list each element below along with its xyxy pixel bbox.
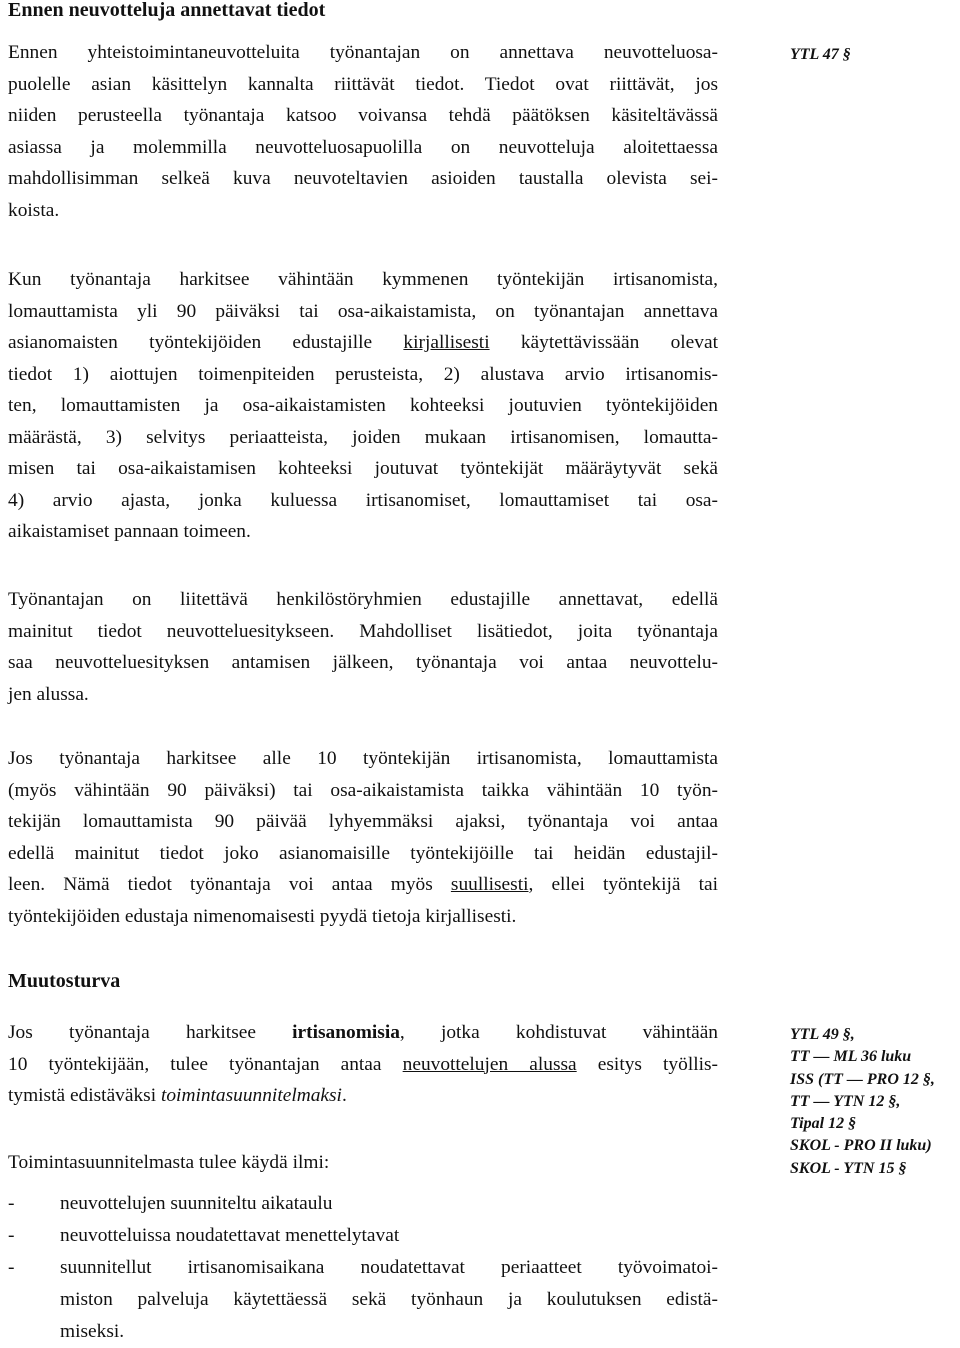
legal-reference: TT — ML 36 luku (790, 1048, 912, 1066)
list-bullet: - (8, 1193, 15, 1214)
underlined-term: kirjallisesti (403, 332, 490, 353)
text-line: mahdollisimman selkeä kuva neuvoteltavien asioiden taustalla olevista sei- (8, 168, 718, 189)
list-item-text: miseksi. (60, 1321, 125, 1342)
text-segment: käytettävissään olevat (520, 332, 718, 353)
underlined-term: suullisesti (450, 874, 529, 895)
text-line (8, 1049, 718, 1081)
text-segment: , ellei työntekijä tai (528, 874, 718, 895)
text-line: tekijän lomauttamista 90 päivää lyhyemmäksi ajaksi, työnantaja voi antaa (8, 811, 718, 832)
bold-term: irtisanomisia (292, 1022, 400, 1043)
text-line (8, 1017, 718, 1049)
legal-reference: ISS (TT — PRO 12 §, (790, 1070, 935, 1088)
text-line: saa neuvotteluesityksen antamisen jälkeen, työnantaja voi antaa neuvottelu- (8, 652, 718, 673)
text-line: Toimintasuunnitelmasta tulee käydä ilmi: (8, 1152, 330, 1173)
text-line: Työnantajan on liitettävä henkilöstöryhmien edustajille annettavat, edellä (8, 589, 718, 610)
text-segment: esitys työllis- (597, 1053, 718, 1075)
paragraph-ten-employees (8, 264, 718, 548)
text-segment: leen. Nämä tiedot työnantaja voi antaa myös (8, 874, 433, 895)
text-segment: asianomaisten työntekijöiden edustajille (8, 332, 373, 353)
section-heading-tiedot: Ennen neuvotteluja annettavat tiedot (8, 0, 326, 21)
text-line: asiassa ja molemmilla neuvotteluosapuolilla on neuvotteluja aloitettaessa (8, 136, 718, 158)
text-line (8, 869, 718, 901)
list-bullet: - (8, 1257, 15, 1278)
text-line: edellä mainitut tiedot joko asianomaisille työntekijöille tai heidän edustajil- (8, 842, 718, 864)
text-line: niiden perusteella työnantaja katsoo voivansa tehdä päätöksen käsiteltävässä (8, 105, 718, 126)
text-line: Ennen yhteistoimintaneuvotteluita työnantajan on annettava neuvotteluosa- (8, 42, 718, 63)
paragraph-attach-info (8, 584, 718, 710)
text-line: puolelle asian käsittelyn kannalta riittävät tiedot. Tiedot ovat riittävät, jos (8, 73, 718, 95)
legal-reference: Tipal 12 § (790, 1115, 857, 1133)
list-item-text: suunnitellut irtisanomisaikana noudatettavat periaatteet työvoimatoi- (60, 1257, 718, 1278)
legal-reference: YTL 49 §, (790, 1026, 855, 1043)
legal-reference: SKOL - PRO II luku) (790, 1137, 932, 1155)
text-line: lomauttamista yli 90 päiväksi tai osa-aikaistamista, on työnantajan annettava (8, 300, 718, 322)
section-heading-muutosturva: Muutosturva (8, 970, 121, 992)
legal-reference: SKOL - YTN 15 § (790, 1159, 907, 1177)
paragraph-action-plan (8, 1017, 718, 1112)
text-line: Jos työnantaja harkitsee alle 10 työntekijän irtisanomista, lomauttamista (8, 748, 718, 769)
text-line: tiedot 1) aiottujen toimenpiteiden perusteista, 2) alustava arvio irtisanomis- (8, 363, 718, 385)
paragraph-before-negotiations (8, 37, 718, 226)
text-line: 4) arvio ajasta, jonka kuluessa irtisanomiset, lomauttamiset tai osa- (8, 489, 718, 511)
text-line: misen tai osa-aikaistamisen kohteeksi joutuvat työntekijät määräytyvät sekä (8, 458, 718, 479)
list-bullet: - (8, 1225, 15, 1246)
legal-reference: TT — YTN 12 §, (790, 1092, 901, 1110)
list-intro (8, 1147, 718, 1179)
text-segment: Jos työnantaja harkitsee (8, 1022, 256, 1043)
list-item-text: miston palveluja käytettäessä sekä työnhaun ja koulutuksen edistä- (60, 1289, 718, 1310)
list-item-text: neuvottelujen suunniteltu aikataulu (60, 1193, 333, 1214)
text-line: työntekijöiden edustaja nimenomaisesti pyydä tietoja kirjallisesti. (8, 905, 517, 927)
text-line: Kun työnantaja harkitsee vähintään kymmenen työntekijän irtisanomista, (8, 269, 718, 290)
list-item-text: neuvotteluissa noudatettavat menettelytavat (60, 1225, 400, 1246)
underlined-term: neuvottelujen alussa (402, 1053, 577, 1075)
text-line: (myös vähintään 90 päiväksi) tai osa-aikaistamista taikka vähintään 10 työn- (8, 779, 718, 801)
text-line (8, 1080, 718, 1112)
text-line: koista. (8, 199, 60, 221)
text-segment: . (341, 1085, 347, 1106)
text-line: mainitut tiedot neuvotteluesitykseen. Mahdolliset lisätiedot, joita työnantaja (8, 620, 718, 642)
italic-term: toimintasuunnitelmaksi (160, 1085, 342, 1106)
legal-reference: YTL 47 § (790, 46, 851, 63)
text-segment: 10 työntekijään, tulee työnantajan antaa (8, 1053, 382, 1075)
text-line: jen alussa. (8, 683, 89, 705)
text-line (8, 327, 718, 359)
text-line: aikaistamiset pannaan toimeen. (8, 521, 251, 542)
text-segment: tymistä edistäväksi (8, 1085, 157, 1106)
text-line: määrästä, 3) selvitys periaatteista, joiden mukaan irtisanomisen, lomautta- (8, 426, 718, 448)
paragraph-under-ten-employees (8, 743, 718, 932)
text-segment: , jotka kohdistuvat vähintään (399, 1022, 719, 1043)
legal-references-list (790, 1024, 935, 1180)
text-line: ten, lomauttamisten ja osa-aikaistamisten kohteeksi joutuvien työntekijöiden (8, 395, 718, 416)
